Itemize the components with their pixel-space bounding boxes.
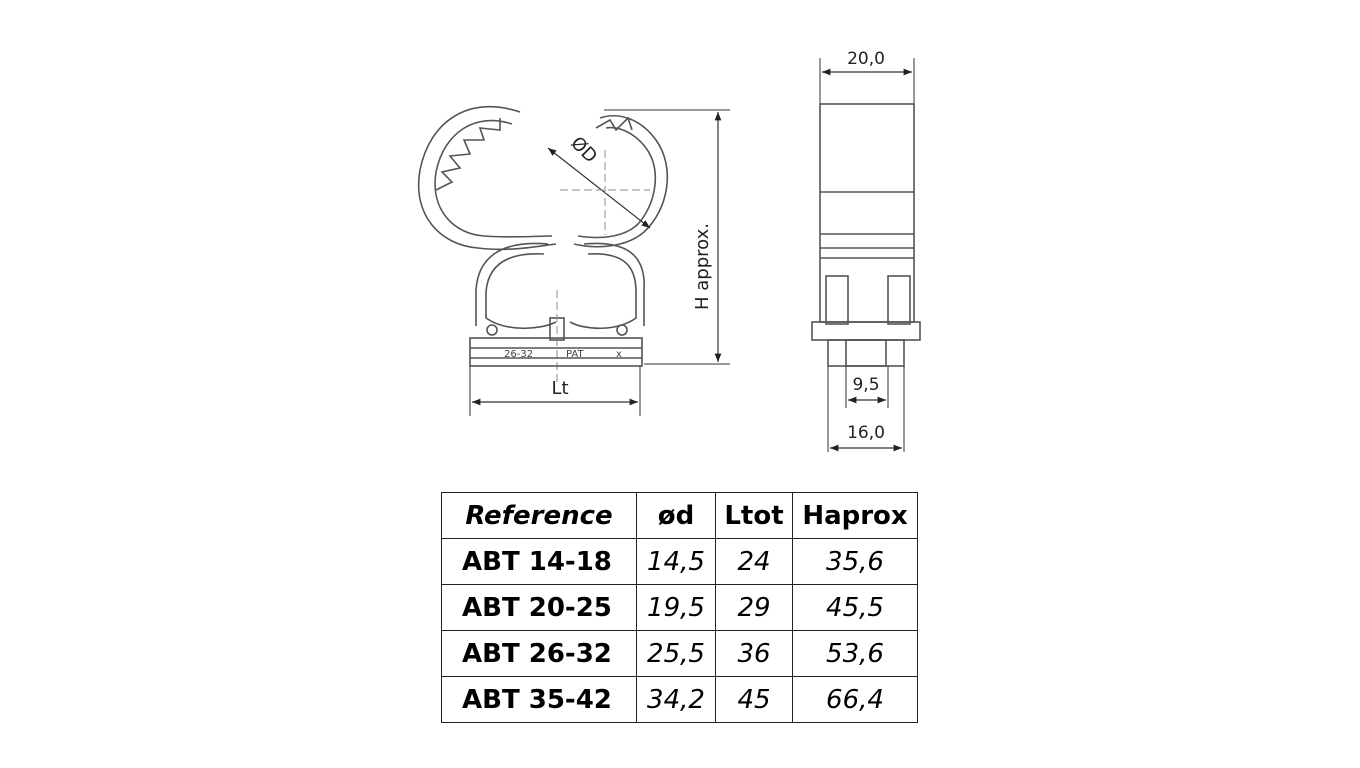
clip-lower-loop: [476, 243, 644, 326]
clip-ring-inner: [435, 121, 655, 238]
base-marking-x: x: [616, 349, 622, 360]
length-label: Lt: [551, 378, 569, 399]
foot-width-label: 9,5: [852, 375, 880, 395]
cell-diameter: 19,5: [637, 585, 716, 631]
cell-ltot: 29: [716, 585, 793, 631]
cell-haprox: 35,6: [793, 539, 918, 585]
diameter-label: ØD: [566, 132, 602, 168]
cell-diameter: 14,5: [637, 539, 716, 585]
header-haprox: Haprox: [793, 493, 918, 539]
side-body: [820, 104, 914, 322]
cell-haprox: 45,5: [793, 585, 918, 631]
side-foot: [828, 340, 904, 366]
spec-table: [441, 492, 918, 723]
header-ltot: Ltot: [716, 493, 793, 539]
top-width-label: 20,0: [847, 49, 885, 69]
base-marking-pat: PAT: [566, 349, 584, 360]
clip-ring-outer: [419, 107, 668, 250]
table-row: [442, 677, 918, 723]
clip-teeth-left: [436, 118, 500, 190]
cell-ltot: 24: [716, 539, 793, 585]
cell-haprox: 53,6: [793, 631, 918, 677]
diameter-dim-line: [548, 148, 650, 228]
table-row: [442, 585, 918, 631]
table-row: [442, 539, 918, 585]
clip-teeth-right: [596, 118, 632, 130]
table-header-row: [442, 493, 918, 539]
table-row: [442, 631, 918, 677]
header-reference: Reference: [442, 493, 637, 539]
cell-reference: ABT 20-25: [442, 585, 637, 631]
cell-diameter: 34,2: [637, 677, 716, 723]
header-diameter: ød: [637, 493, 716, 539]
cell-ltot: 45: [716, 677, 793, 723]
cell-ltot: 36: [716, 631, 793, 677]
cell-reference: ABT 35-42: [442, 677, 637, 723]
cell-reference: ABT 26-32: [442, 631, 637, 677]
height-label: H approx.: [692, 223, 713, 310]
base-width-label: 16,0: [847, 423, 885, 443]
base-marking-size: 26-32: [504, 349, 534, 360]
cell-haprox: 66,4: [793, 677, 918, 723]
cell-diameter: 25,5: [637, 631, 716, 677]
cell-reference: ABT 14-18: [442, 539, 637, 585]
